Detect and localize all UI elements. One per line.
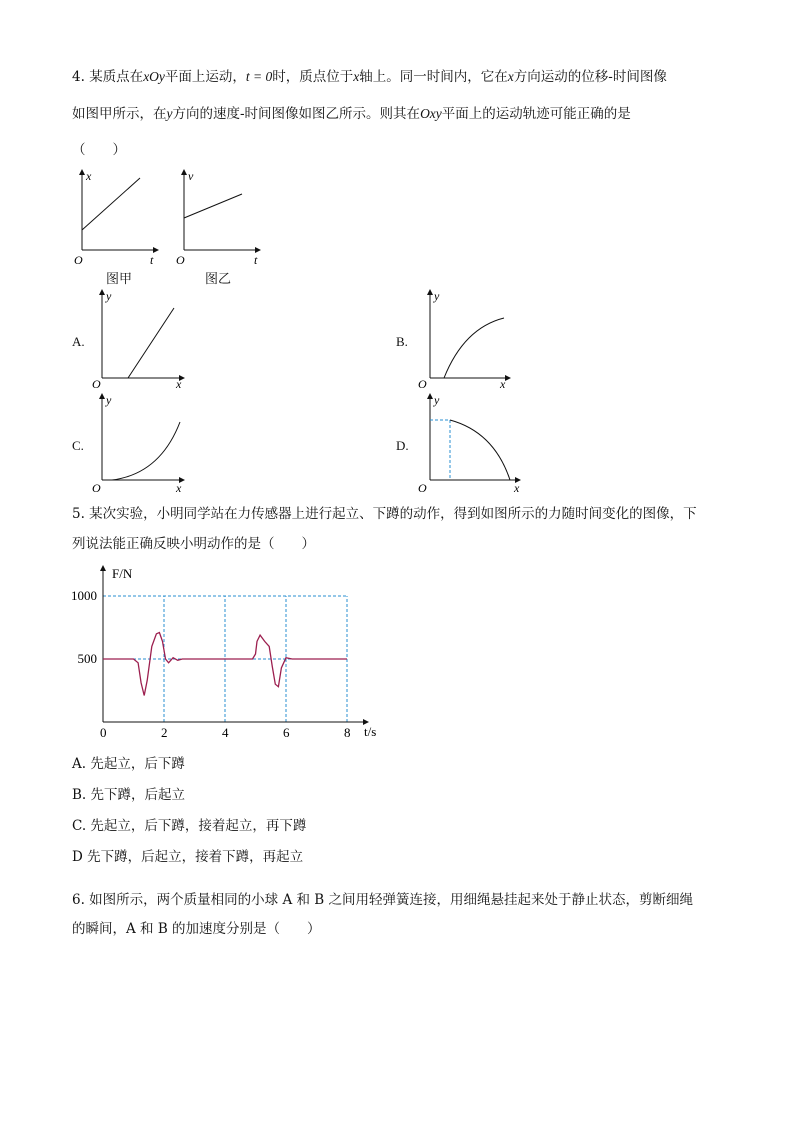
option-c-curve xyxy=(112,422,180,480)
option-a-curve xyxy=(128,308,174,378)
svg-text:y: y xyxy=(106,289,112,303)
q4-figures xyxy=(70,166,270,268)
q4-math-oxy: Oxy xyxy=(420,106,442,121)
q4-text: 某质点在 xyxy=(89,69,144,85)
option-d-graph xyxy=(414,392,524,494)
q5-line1: 5. 某次实验，小明同学站在力传感器上进行起立、下蹲的动作，得到如图所示的力随时间变化的图像，下 xyxy=(72,506,697,522)
q6-line1: 6. 如图所示，两个质量相同的小球 A 和 B 之间用轻弹簧连接，用细绳悬挂起来处于静止状态，剪断细绳 xyxy=(72,892,694,908)
q4-text: 如图甲所示，在 xyxy=(72,106,167,122)
q4-math-xoy: xOy xyxy=(143,69,165,84)
chart-ylabel: F/N xyxy=(112,566,133,581)
chart-xlabel: t/s xyxy=(364,724,377,739)
q4-math-x: x xyxy=(353,69,360,84)
option-d-label: D. xyxy=(396,438,409,453)
svg-text:y: y xyxy=(434,393,440,407)
option-b-graph xyxy=(414,288,514,390)
option-c-label: C. xyxy=(72,438,84,453)
y-tick-label: 1000 xyxy=(71,588,97,603)
yi-xlabel: t xyxy=(254,253,258,267)
q4-number: 4. xyxy=(72,69,85,85)
option-a-graph xyxy=(90,288,190,390)
svg-text:x: x xyxy=(514,481,520,494)
q4-text: 平面上的运动轨迹可能正确的是 xyxy=(441,106,631,122)
q4-text: 平面上运动， xyxy=(164,69,246,85)
svg-text:x: x xyxy=(176,377,182,390)
yi-line xyxy=(184,194,242,218)
option-b-curve xyxy=(444,318,504,378)
svg-text:y: y xyxy=(434,289,440,303)
svg-text:x: x xyxy=(176,481,182,494)
q4-math-x: x xyxy=(507,69,514,84)
svg-text:x: x xyxy=(500,377,506,390)
q5-option-d: D 先下蹲，后起立，接着下蹲，再起立 xyxy=(72,849,304,865)
svg-text:O: O xyxy=(418,481,427,494)
q4-math-y: y xyxy=(166,106,173,121)
option-b-label: B. xyxy=(396,334,408,349)
jia-xlabel: t xyxy=(150,253,154,267)
q5-line2: 列说法能正确反映小明动作的是（ ） xyxy=(72,536,315,552)
yi-ylabel: v xyxy=(188,169,194,183)
svg-text:O: O xyxy=(92,377,101,390)
q5-option-a: A. 先起立，后下蹲 xyxy=(72,756,185,772)
x-tick-label: 0 xyxy=(100,725,107,740)
q4-answer-paren: （ ） xyxy=(72,142,126,158)
yi-origin: O xyxy=(176,253,185,267)
q5-option-b: B. 先下蹲，后起立 xyxy=(72,787,186,803)
jia-ylabel: x xyxy=(86,169,92,183)
q4-line2 xyxy=(72,104,631,124)
q6-line2: 的瞬间，A 和 B 的加速度分别是（ ） xyxy=(72,921,321,937)
option-c-graph xyxy=(90,392,190,494)
option-a-label: A. xyxy=(72,334,85,349)
force-time-chart xyxy=(60,562,390,744)
svg-text:O: O xyxy=(92,481,101,494)
q4-text: 方向的速度-时间图像如图乙所示。则其在 xyxy=(172,106,421,122)
q4-text: 轴上。同一时间内，它在 xyxy=(359,69,508,85)
y-tick-label: 500 xyxy=(77,651,97,666)
x-tick-label: 2 xyxy=(161,725,168,740)
q4-text: 方向运动的位移-时间图像 xyxy=(513,69,667,85)
svg-text:y: y xyxy=(106,393,112,407)
q4-text: 时，质点位于 xyxy=(272,69,354,85)
q5-option-c: C. 先起立，后下蹲，接着起立，再下蹲 xyxy=(72,818,307,834)
svg-text:O: O xyxy=(418,377,427,390)
x-tick-label: 8 xyxy=(344,725,351,740)
option-d-curve xyxy=(450,420,510,480)
q4-line1 xyxy=(72,67,667,87)
x-tick-label: 6 xyxy=(283,725,290,740)
jia-line xyxy=(82,178,140,230)
q4-math-t0: t = 0 xyxy=(245,69,273,84)
x-tick-label: 4 xyxy=(222,725,229,740)
fig-jia-caption: 图甲 xyxy=(106,272,133,287)
jia-origin: O xyxy=(74,253,83,267)
fig-yi-caption: 图乙 xyxy=(205,272,232,287)
